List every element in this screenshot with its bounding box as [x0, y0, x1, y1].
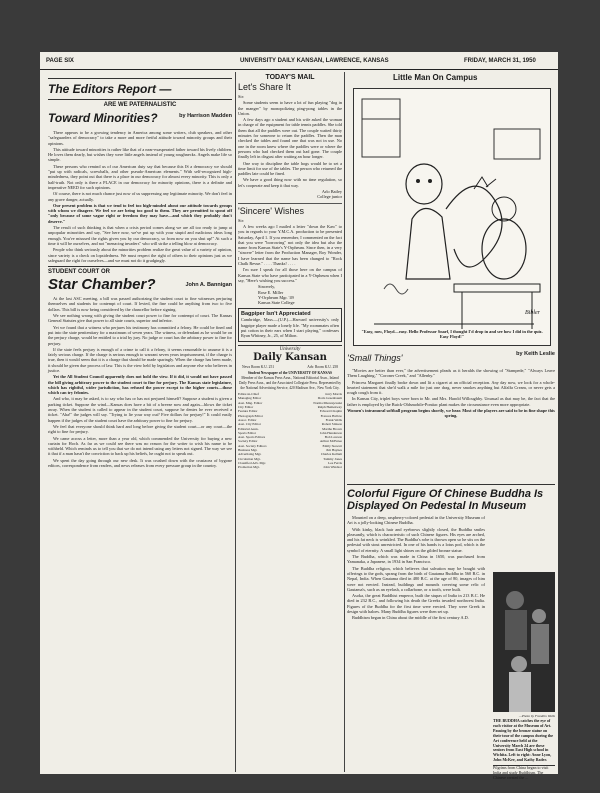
staff-name: Jerry Morris: [325, 392, 342, 397]
staff-name: Edward Chaplin: [319, 409, 342, 414]
staff-name: Jim Haynes: [326, 448, 342, 452]
staff-role: Asst. Society Editors: [238, 443, 267, 448]
staff-role: Assoc. Editor: [238, 417, 257, 422]
section-banner: [48, 78, 232, 100]
letter-signature: Sincerely, Rose E. Miller Y-Orpheum Mgr. '49 Kansas State College: [258, 284, 295, 306]
news-brief-box: [238, 308, 342, 341]
issue-date: FRIDAY, MARCH 31, 1950: [464, 58, 536, 64]
staff-role: Business Mgr.: [238, 448, 258, 452]
staff-role: Promotion Mgr.: [238, 465, 260, 470]
masthead-member: Member of the Kansas Press Assn., National Editorial Assn., Inland Daily Press Assn., and the Associated Collegiate Press. Represented by the National Advertising Service, 420 Madison Ave., New York City.: [238, 376, 342, 390]
staff-role: Asst. Sports Editors: [238, 435, 266, 440]
masthead-subtitle: Student Newspaper of the UNIVERSITY OF KANSAS: [247, 370, 333, 375]
adv-room: Adv. Room K.U. 258: [307, 365, 338, 370]
buddha-photo: [493, 572, 555, 712]
headline: Colorful Figure Of Chinese Buddha Is Displayed On Pedestal In Museum: [347, 488, 544, 512]
staff-role: Classified Adv. Mgr.: [238, 460, 267, 465]
brief-text: Cambridge, Mass.—(U.P.)—Harvard university's only bagpipe player made a lonely life. "My roommates often put cotton in their ears when I start playing," confesses Ryan Whitney, Jr., 25, of Milton.: [241, 317, 339, 339]
staff-name: Norma Mierzejewski: [313, 400, 342, 405]
cartoon-caption: "Easy, now, Floyd—easy. Hello Professor Snarf, I thought I'd drop in and see how I did in the quiz. Easy Floyd!": [361, 329, 543, 340]
page-number: PAGE SIX: [46, 58, 74, 64]
photo-image: [493, 572, 555, 712]
staff-name: Bob Lawson: [324, 435, 342, 440]
masthead-box: [238, 345, 342, 391]
photo-credit: —Photo by Franklin Walls: [518, 714, 555, 718]
photo-caption-block: [493, 714, 555, 781]
staff-name: Tommy Jones: [323, 456, 342, 461]
staff-role: Asst. City Editor: [238, 422, 261, 427]
right-column: [347, 72, 555, 780]
article-body: "Movies are better than ever," the advertisement pleads as it heralds the showing of "Stampede," "Always Leave Them Laughing," "Coroner Creek," and "Allenby." Princess Margaret finally broke down and lit a cigaret at an official reception. Any day now, we look for a whole-hearted statement that she'd walk a mile for just one drag, never smokes anything but Alfalfa Cream, or never gets a rough cough from it. In Kansas City, triplet boys were born to Mr. and Mrs. Harold Willoughby. Unusual as that may be, the fact that the father is employed by the Buick-Oldsmobile-Pontiac plant makes the circumstance even more appropriate. Women's intramural softball program begins shortly, we hear. Most of the players are said to be in fine shape this spring.: [347, 368, 555, 419]
staff-role: Feature Editor: [238, 409, 258, 414]
staff-name: John Henderson: [320, 430, 342, 435]
newspaper-page: [40, 52, 558, 780]
staff-name: Robert Stinson: [321, 422, 342, 427]
cartoon-title: Little Man On Campus: [393, 73, 478, 82]
masthead-name: Daily Kansan: [253, 352, 327, 364]
staff-role: Asst. Mng. Editor: [238, 400, 263, 405]
article-continuation: Pilgrims from China began to visit India and study Buddhism. The Chinese created the ...: [493, 765, 555, 781]
editorial-column: [48, 72, 232, 772]
staff-name: John Windsor: [323, 465, 342, 470]
masthead-line: UNIVERSITY DAILY KANSAN, LAWRENCE, KANSAS: [240, 58, 389, 64]
letter-title: Let's Share It: [238, 82, 291, 92]
byline: John A. Bannigan: [185, 282, 232, 289]
staff-name: Arthur McEntee: [319, 439, 342, 444]
staff-role: Editorial Assts.: [238, 426, 259, 431]
kicker: STUDENT COURT OR: [48, 266, 232, 275]
column-rule: [235, 72, 236, 772]
column-title: 'Small Things': [347, 353, 403, 363]
headline: Toward Minorities?: [48, 111, 158, 125]
staff-role: Advertising Mgr.: [238, 452, 262, 457]
letter-body: Sir: A few weeks ago I mailed a letter "down the Kaw" to you in regards to your Y.M.C.A. production to be presented Saturday, April 1. If you remember, I commented on the fact that you were "borrowing" not only the idea but also the name from Kansas State's Y-Orpheum. Since then, in a very "sincere" letter from the Production Manager, Roy Wonder, I have learned that the name has been changed to "Rock Chalk Revue." . . . . Thanks! . . . . I'm sure I speak for all those here on the campus of Kansas State who have participated in a Y-Orpheum when I say, "Here's wishing you success.": [238, 217, 342, 283]
staff-role: Editor-in-Chief: [238, 392, 259, 397]
staff-role: Sports Editor: [238, 430, 256, 435]
headline: Star Chamber?: [48, 276, 156, 294]
small-things-article: [347, 348, 555, 420]
kicker: ARE WE PATERNALISTIC: [103, 102, 177, 108]
cartoon-image: [353, 88, 551, 346]
staff-name: Ralph Hemenway: [317, 405, 342, 410]
photo-caption: THE BUDDHA catches the eye of each visitor at the Museum of Art. Pausing by the bronze statue on their tour of the campus during the Art conference held at the University March 24 are these seniors from East High school in Wichita. Left to right: Anne Lyon, John McKee, and Kathy Bader.: [493, 718, 554, 763]
staff-role: Circulation Mgr.: [238, 456, 261, 461]
staff-row: [238, 465, 342, 469]
news-room: News Room K.U. 251: [242, 365, 275, 370]
column-rule: [344, 72, 345, 772]
mail-column: [238, 72, 342, 772]
brief-title: Bagpiper Isn't Appreciated: [241, 311, 311, 318]
staff-role: City Editor: [238, 405, 254, 410]
cartoonist-signature: Bibler: [525, 310, 540, 316]
staff-list: [238, 392, 342, 469]
staff-name: Martha Brown: [322, 426, 342, 431]
header-rule: [40, 69, 558, 70]
cartoon-drawing: [354, 89, 550, 345]
article-body: Mounted on a deep, raspberry-colored pedestal in the University Museum of Art is a jolly-looking Chinese Buddha. With kinky, black hair and eyebrows slightly closed, the Buddha smiles pleasantly, which is characteristic of such Chinese figures. His eyes are arched, and his fat neck is wrinkled. The Buddha's robe is thrown open so he sits on the pedestal with stout unrestricted. In one of his hands is a lotus pod, which is the symbol of eternity. A small light shines on the gilded bronze statue. The Buddha, which was made in China in 1650, was purchased from Yamanaka, a Japanese, in 1934 in San Francisco. The Buddha religion, which believes that salvation may be bought with offerings to the gods, sprang from the birth of Gautama Buddha in 560 B.C. in Nepal, India. When Gautama died in 480 B.C. at the age of 80, images of him were not erected. Instead, buildings and mounds covering some relic of Gautama's, such as an eyelash, a collarbone, or a tooth, were built. Asoka, the great Buddhist emperor, built the stupas of India in 213 B.C. He died in 232 B.C., and following his death the Greeks invaded northwest India. Figures of the Buddha for the first time were erected. They were Greek in design with haloes. Many Buddha figures were then set up. Buddhism began in China about the middle of the first century A.D.: [347, 515, 485, 621]
staff-role: Society Editor: [238, 439, 258, 444]
letter-body: Sir: Some students seem to have a lot of fun playing "dog in the manger" by monopolizing ping-pong tables in the Union. A few days ago a student and his wife asked the woman in charge of the equipment for table tennis paddles. She told them that all the paddles were out. The couple waited thirty minutes for someone to return the paddles. Then the man checked the tables and found one that was not in use. No one in the room knew where the paddles were or where the persons who had checked them out had gone. The couple finally left in disgust after waiting an hour longer. One way to discipline the table hogs would be to set a time limit for use of the tables. The person who returned the paddles late could be fined. We have a good thing now with no time regulation, so let's cooperate and keep it that way.: [238, 94, 342, 188]
article-body: At the last ASC meeting, a bill was passed authorizing the student court to fine witnesses perjuring themselves and students for contempt of court. If levied, the fine could be anything from two to five dollars. This bill is now being considered by the chancellor before signing. We see nothing wrong with giving the student court power to fine for contempt of court. The Kansas General Statutes give that power to all state courts, superior and inferior. Yet we found that a witness who perjures his testimony has committed a felony. He could be fined and put into the state penitentiary for a maximum of seven years. The witness, or defendant as he would be on the perjury charge, would be entitled to a trial by jury. No judge or court has the arbitrary power to fine for perjury. If the state feels perjury is enough of a crime to call it a felony, it seems reasonable to assume it is a fairly serious charge. If the charge is serious enough to warrant seven years imprisonment, if the charge is true, then it would seem that it is a charge that should be made sparingly. When the charge has been made, it should be given due process of law. This is the view held by legislators and anyone else who believes in justice. Yet the All Student Council apparently does not hold the view. If it did, it would not have passed the bill giving arbitrary power to the student court to fine for perjury. The Kansas state legislature, which has rightful, wider jurisdiction, has refused the power except to the higher courts—those which can try felonies. And who, it may be asked, is to say who has or has not perjured himself? Suppose a student is given a parking ticket. Suppose the wind—Kansas does have a bit of a breeze now and again—blows the ticket away. When the student is called to appear in the student court, suppose he denies he ever received a ticket. "Aha!" the judges will say. "Trying to lie your way out? Five dollars for perjury!" It could easily happen if the judges of the student court have the arbitrary power to fine for perjury. We feel that everyone should think hard and long before giving the student court—or any court—the right to fine for perjury. We came across a letter, more than a year old, which commended the University for buying a new curtain for Hoch. As far as we could see there was no reason for the writer to wish his name to be withheld. Which reminds us to tell you that we do not intend using any letters not signed. The way we see it that if a man hasn't the conviction to back up his beliefs, he ought not to speak out. We spent the day going through our new desk. It was crushed down with the crustacea of bygone editors, correspondence from readers, and news releases from every pressure group in the country.: [48, 296, 232, 469]
section-title: The Editors Report —: [48, 82, 172, 96]
staff-name: Emily Stewart: [322, 443, 342, 448]
byline: by Keith Leslie: [516, 351, 555, 357]
staff-name: Frank Wells: [325, 417, 342, 422]
masthead-kicker: University: [279, 346, 301, 352]
staff-name: Lee Ferris: [328, 460, 342, 465]
staff-role: Managing Editor: [238, 396, 262, 401]
letter-signature: Arlo Bailey College junior: [317, 189, 342, 200]
staff-name: Charles Kellam: [320, 452, 342, 457]
kicker: TODAY'S MAIL: [265, 74, 315, 81]
staff-role: Photograph Editor: [238, 413, 263, 418]
staff-name: Doris Greenbaum: [317, 396, 342, 401]
letter-title: 'Sincere' Wishes: [238, 203, 342, 216]
article-body: There appears to be a growing tendency in America among some writers, club speakers, and other "safeguarders of democracy" to take a more and more fretful attitude toward minority groups and their opinions. This attitude toward minorities is rather like that of a near-exasperated father toward his lively children. He loves them dearly, but wishes they were little angels instead of young roughnecks. Angels make life so simple. These persons who remind us of our American duty say that because this IS a democracy we should "put up with radicals, screwballs, and other pseudo-American elements." With self-recognized high-mindedness, they point out that there is a place in our democracy for almost every minority. This is only a half-truth. Not only is there a PLACE in our democracy for minority opinions, there is a definite and imperative NEED for such opinions. Of course, there is not much chance just now of us suppressing any legitimate minority. We don't feel in any grave danger, actually. Our present problem is that we tend to feel too high-minded about our attitude towards groups with whom we disagree. We feel we are being too good to them. They are permitted to spout off "only because of some vague right or freedom they may have—and which they probably don't deserve." The result of such thinking is that when a crisis period comes along we are all too ready to jump at unpopular minorities and say, "See here now, we've put up with your stupid and malicious ideas long enough. You've misused the rights given you by our democracy, so from now on you shut up!" At such a time it will be ourselves, and not "menacing invaders" who will strike a telling blow at democracy. People who think seriously about the minorities problem realize the great value of a variety of opinion, since variety is a check on lopsidedness. We must respect the right of others to their opinions just as we safeguard the right for ourselves—and we must not do it grudgingly.: [48, 130, 232, 263]
byline: by Harrison Madden: [179, 113, 232, 119]
staff-name: Frances Hallow: [320, 413, 342, 418]
